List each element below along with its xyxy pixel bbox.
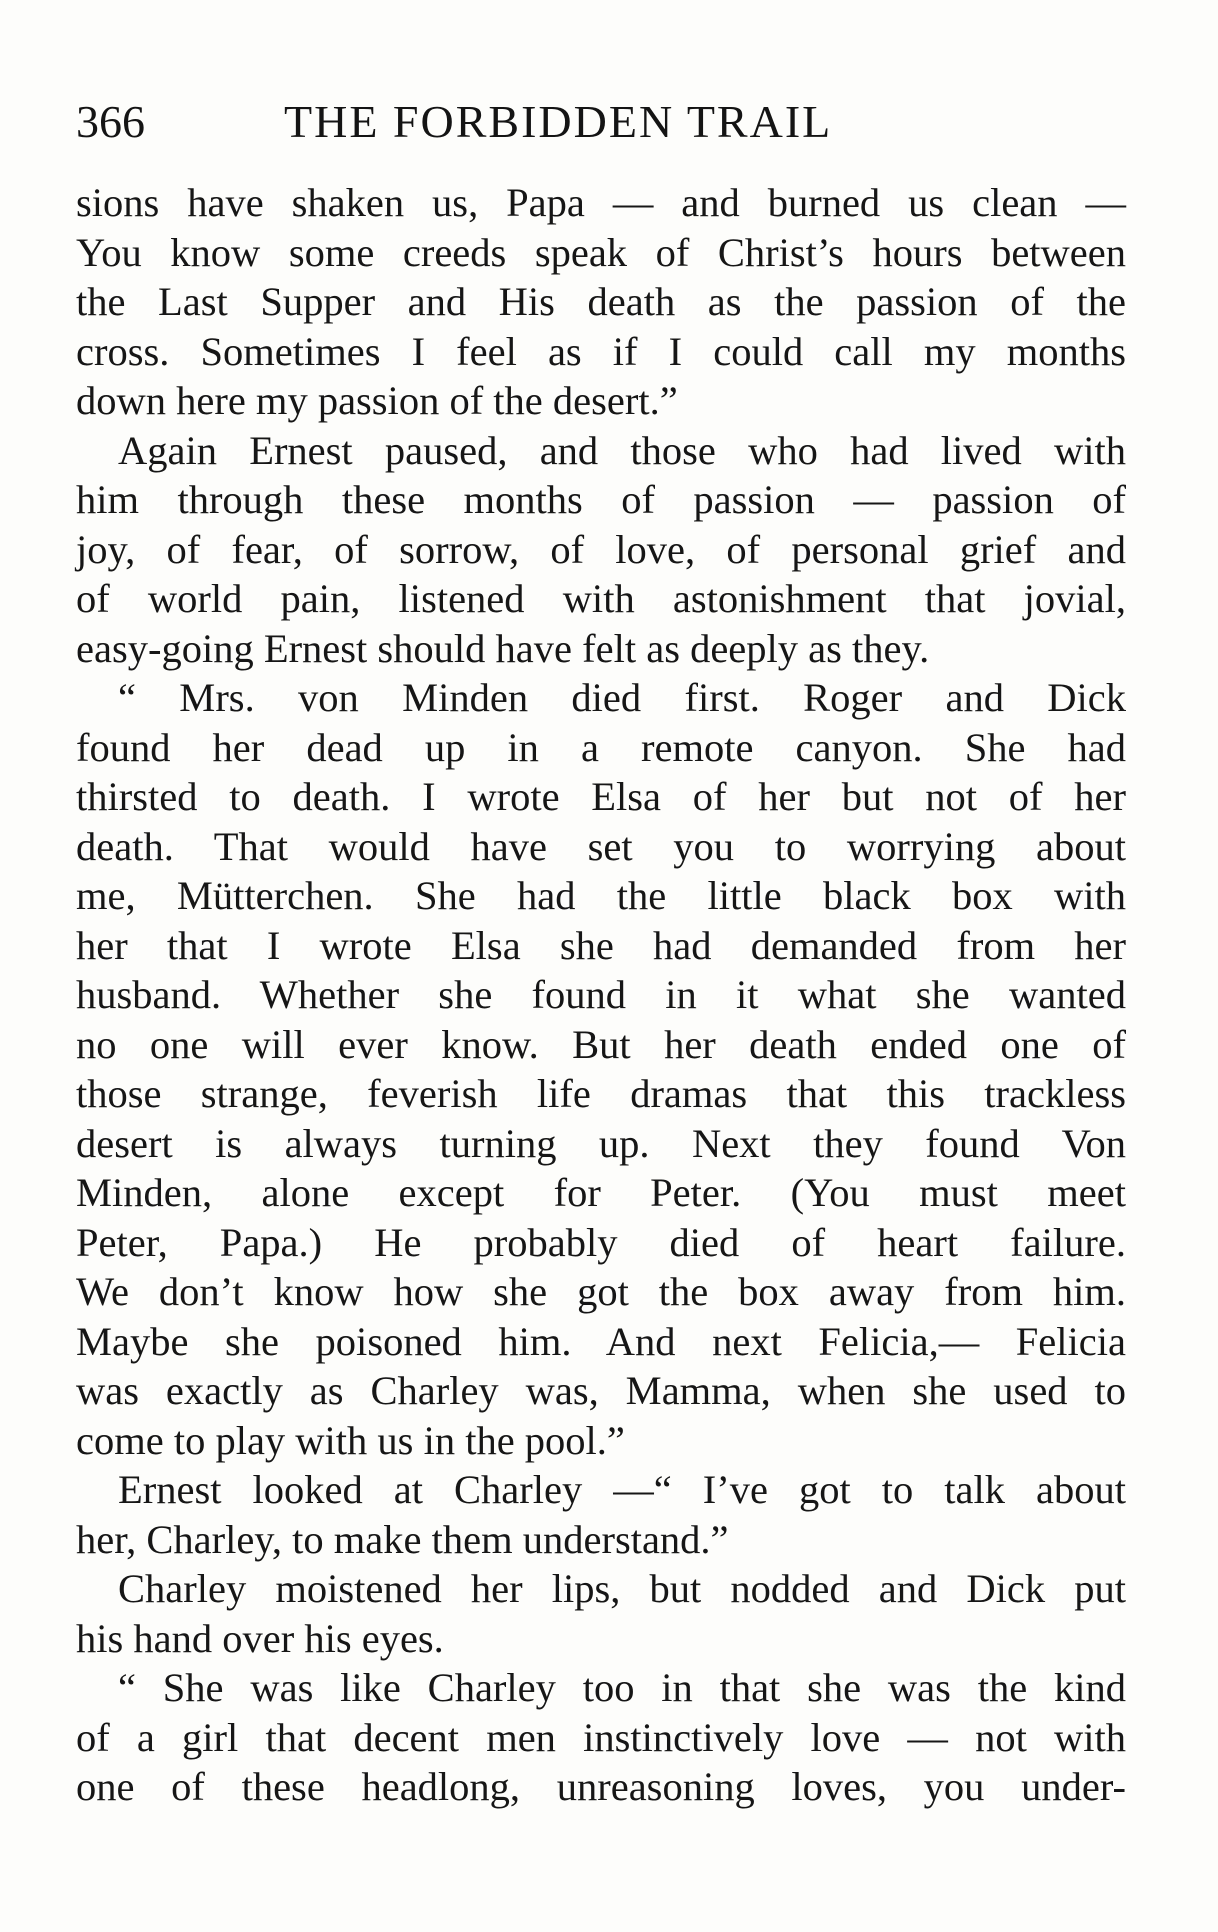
text-line: no one will ever know. But her death ended one of [76,1021,1126,1067]
text-line: of a girl that decent men instinctively love — not with [76,1714,1126,1760]
text-line: her, Charley, to make them understand.” [76,1516,729,1562]
text-line: You know some creeds speak of Christ’s hours between [76,229,1126,275]
text-line: down here my passion of the desert.” [76,378,678,423]
text-line: found her dead up in a remote canyon. She had [76,724,1126,770]
text-line: come to play with us in the pool.” [76,1417,625,1463]
text-line: Again Ernest paused, and those who had lived with [118,427,1126,473]
text-line: joy, of fear, of sorrow, of love, of personal grief and [76,526,1126,572]
text-line: him through these months of passion — passion of [76,477,1126,522]
text-line: “ Mrs. von Minden died first. Roger and Dick [118,675,1126,720]
text-line: “ She was like Charley too in that she was the kind [118,1665,1126,1710]
page-number: 366 [76,96,145,147]
text-line: Ernest looked at Charley —“ I’ve got to talk about [118,1467,1126,1512]
text-line: thirsted to death. I wrote Elsa of her but not of her [76,774,1126,819]
text-line: desert is always turning up. Next they found Von [76,1120,1126,1166]
text-line: those strange, feverish life dramas that this trackless [76,1071,1126,1116]
text-line: one of these headlong, unreasoning loves, you under- [76,1764,1126,1809]
text-line: husband. Whether she found in it what she wanted [76,972,1126,1017]
text-line: his hand over his eyes. [76,1615,444,1661]
text-line: the Last Supper and His death as the passion of the [76,279,1126,324]
page-header [76,92,1126,152]
text-line: of world pain, listened with astonishment that jovial, [76,576,1126,621]
text-line: Charley moistened her lips, but nodded and Dick put [118,1566,1126,1611]
body-text [76,178,1126,1812]
text-line: sions have shaken us, Papa — and burned us clean — [76,180,1126,225]
text-line: death. That would have set you to worrying about [76,823,1126,869]
text-line: her that I wrote Elsa she had demanded from her [76,922,1126,968]
text-line: cross. Sometimes I feel as if I could call my months [76,328,1126,374]
text-line: was exactly as Charley was, Mamma, when she used to [76,1368,1126,1413]
text-line: Minden, alone except for Peter. (You must meet [76,1170,1126,1215]
running-title: THE FORBIDDEN TRAIL [284,96,833,147]
text-line: We don’t know how she got the box away from him. [76,1269,1126,1314]
text-line: Maybe she poisoned him. And next Felicia,— Felicia [76,1318,1126,1364]
text-line: easy-going Ernest should have felt as deeply as they. [76,625,930,671]
text-line: Peter, Papa.) He probably died of heart failure. [76,1219,1126,1265]
text-line: me, Mütterchen. She had the little black box with [76,873,1126,918]
